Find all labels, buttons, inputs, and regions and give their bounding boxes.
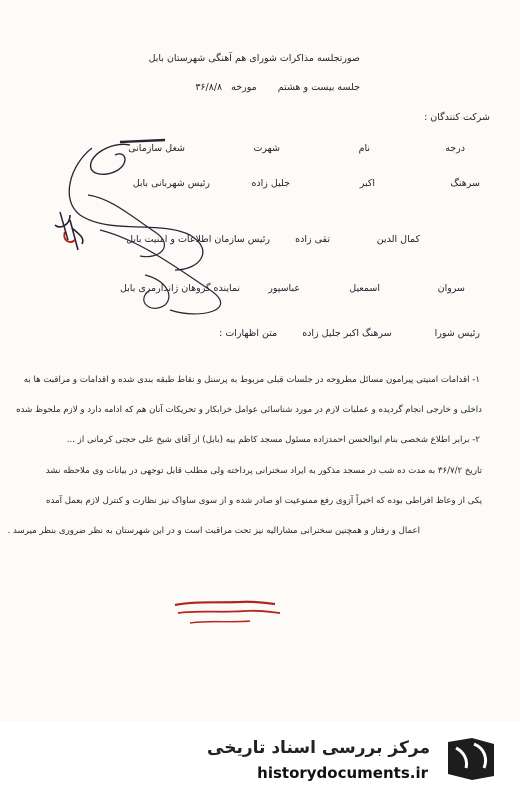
col-header-first-name: نام <box>358 143 370 154</box>
chair-name: سرهنگ اکبر جلیل زاده <box>302 328 392 339</box>
body-line-1: ۱- اقدامات امنیتی پیرامون مسائل مطروحه در جلسات قبلی مربوط به پرسنل و نقاط طبقه بندی شده و اقدامات و مراقبت ها به <box>23 375 480 385</box>
footer-title: مرکز بررسی اسناد تاریخی <box>207 738 430 758</box>
table-row-2-job: رئیس سازمان اطلاعات و امنیت بابل <box>126 234 270 245</box>
table-row-3-first-name: اسمعیل <box>349 283 380 294</box>
footer-url[interactable]: historydocuments.ir <box>257 764 428 782</box>
body-line-6: اعمال و رفتار و همچنین سخنرانی مشارالیه نیز تحت مراقبت است و در این شهرستان به نظر ضروری بنظر میرسد . <box>7 526 420 536</box>
date-label: مورخه <box>231 82 257 93</box>
chair-label: رئیس شورا <box>434 328 480 339</box>
body-line-3: ۲- برابر اطلاع شخصی بنام ابوالحسن احمدزاده مسئول مسجد کاظم بیه (بابل) از آقای شیخ علی حجتی کرمانی از ... <box>66 435 480 445</box>
text-label: متن اظهارات : <box>219 328 278 339</box>
table-row-1-last-name: جلیل زاده <box>251 178 290 189</box>
red-stamp-mark <box>170 595 290 635</box>
col-header-job: شغل سازمانی <box>128 143 185 154</box>
table-row-3-last-name: عباسپور <box>268 283 300 294</box>
table-row-1-first-name: اکبر <box>359 178 375 189</box>
body-line-2: داخلی و خارجی انجام گردیده و عملیات لازم در مورد شناسائی عوامل خرابکار و تحریکات آنان هم که ادامه دارد و لازم ملحوظ شده <box>16 405 482 415</box>
table-row-3-job: نماینده گروهان ژاندارمری بابل <box>119 283 240 294</box>
archive-logo-icon <box>438 734 504 784</box>
document-title: صورتجلسه مذاکرات شورای هم آهنگی شهرستان بابل <box>148 53 360 64</box>
attendees-label: شرکت کنندگان : <box>424 112 490 123</box>
session-number: جلسه بیست و هشتم <box>277 82 360 93</box>
col-header-last-name: شهرت <box>253 143 280 154</box>
footer-watermark <box>0 722 520 792</box>
table-row-3-rank: سروان <box>437 283 465 294</box>
table-row-1-rank: سرهنگ <box>450 178 480 189</box>
table-row-2-first-name: کمال الدین <box>376 234 420 245</box>
table-row-1-job: رئیس شهربانی بابل <box>132 178 210 189</box>
session-line <box>195 82 360 93</box>
handwritten-signature-scribble <box>0 120 520 440</box>
body-line-4: تاریخ ۳۶/۷/۲ به مدت ده شب در مسجد مذکور به ایراد سخنرانی پرداخته ولی مطلب قابل توجهی در بیانات وی ملاحظه نشد <box>45 466 482 476</box>
table-row-2-last-name: تقی زاده <box>295 234 330 245</box>
session-date: ۳۶/۸/۸ <box>195 82 223 93</box>
body-line-5: یکی از وعاظ افراطی بوده که اخیراً آزوی رفع ممنوعیت او صادر شده و از سوی ساواک نیز نظارت و کنترل لازم بعمل آمده <box>45 496 482 506</box>
col-header-rank: درجه <box>445 143 465 154</box>
